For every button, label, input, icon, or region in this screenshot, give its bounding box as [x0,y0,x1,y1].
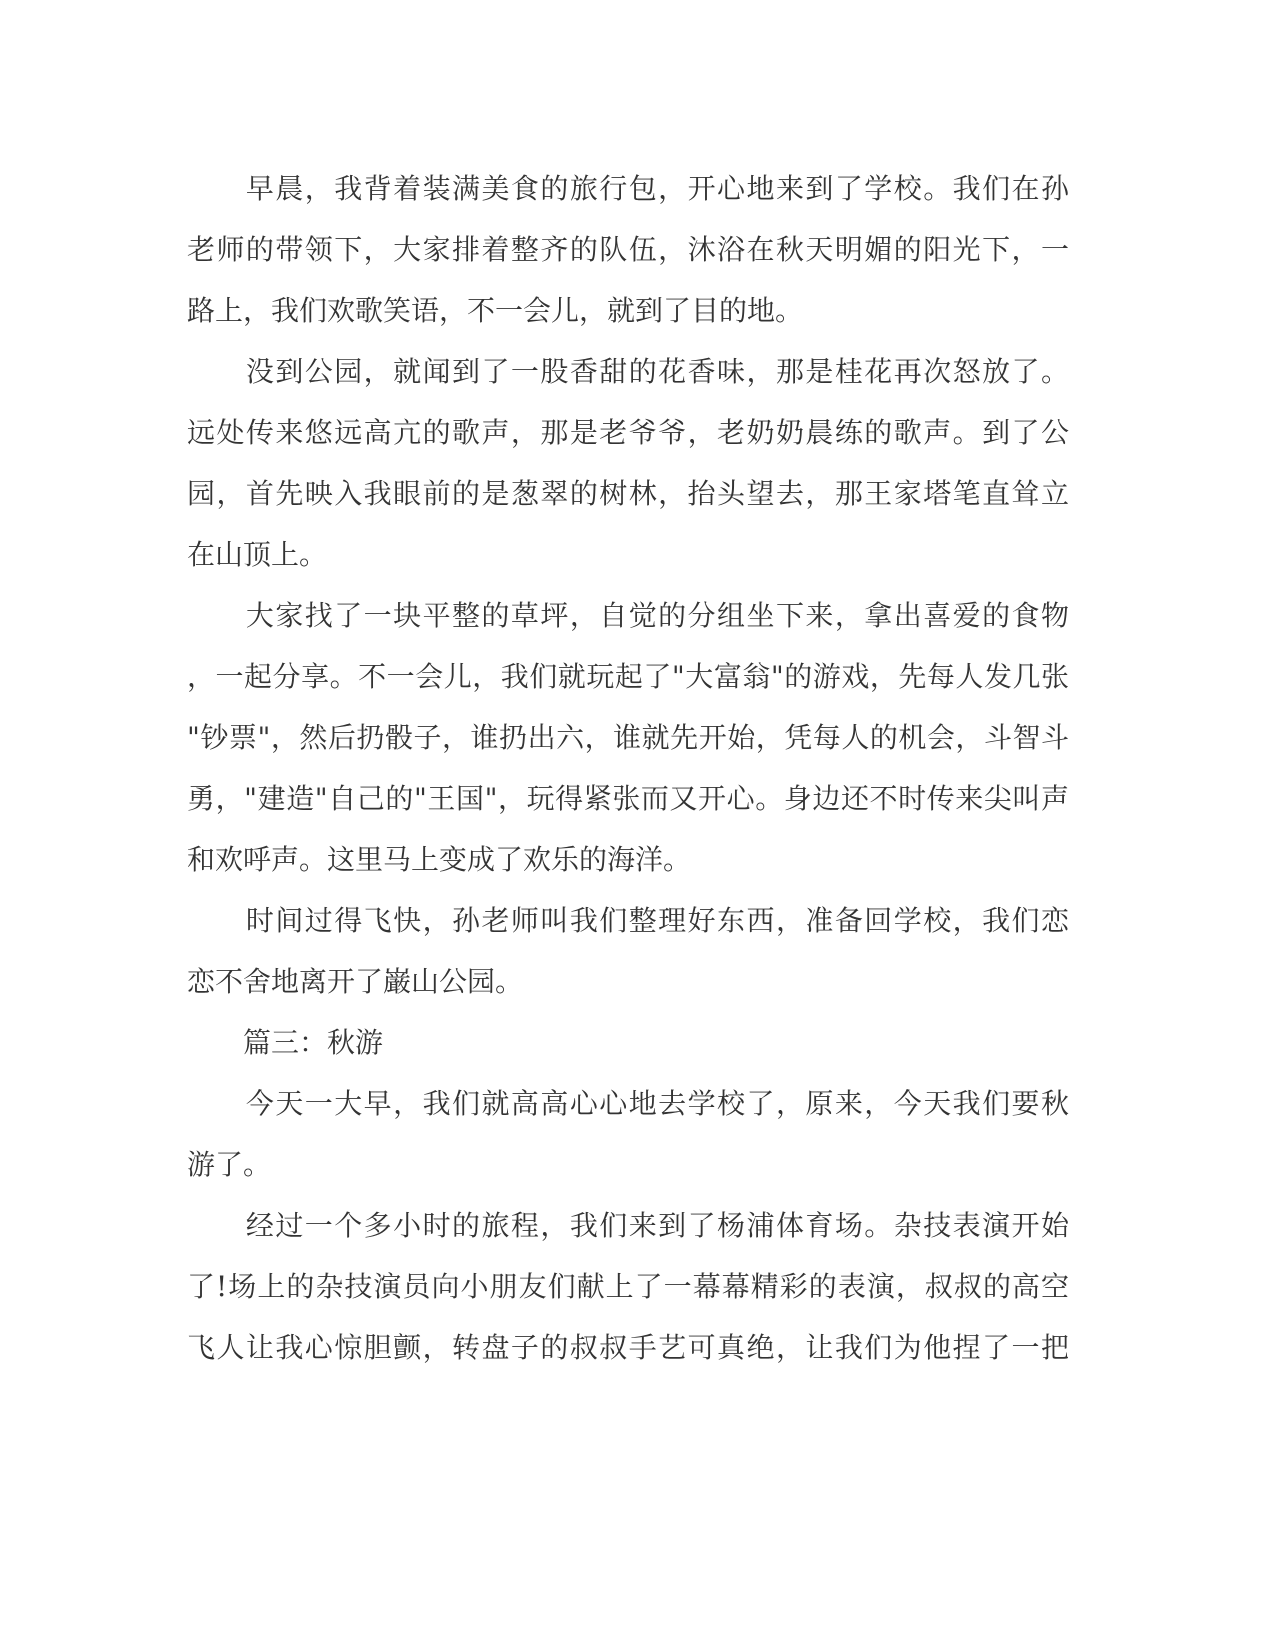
document-body [187,158,1069,1378]
text-line: ，一起分享。不一会儿，我们就玩起了"大富翁"的游戏，先每人发几张 [187,660,1069,693]
text-line: 飞人让我心惊胆颤，转盘子的叔叔手艺可真绝，让我们为他捏了一把 [187,1331,1069,1364]
text-line: 了!场上的杂技演员向小朋友们献上了一幕幕精彩的表演，叔叔的高空 [187,1270,1069,1303]
text-line: 远处传来悠远高亢的歌声，那是老爷爷，老奶奶晨练的歌声。到了公 [187,416,1069,449]
text-line: 园，首先映入我眼前的是葱翠的树林，抬头望去，那王家塔笔直耸立 [187,477,1069,510]
text-line: 路上，我们欢歌笑语，不一会儿，就到了目的地。 [187,294,804,327]
text-line: 老师的带领下，大家排着整齐的队伍，沐浴在秋天明媚的阳光下，一 [187,233,1069,266]
text-line: 早晨，我背着装满美食的旅行包，开心地来到了学校。我们在孙 [187,172,1069,205]
text-line: 恋不舍地离开了巌山公园。 [187,965,524,998]
text-line: "钞票"，然后扔骰子，谁扔出六，谁就先开始，凭每人的机会，斗智斗 [187,721,1069,754]
text-line: 大家找了一块平整的草坪，自觉的分组坐下来，拿出喜爱的食物 [187,599,1069,632]
text-line: 时间过得飞快，孙老师叫我们整理好东西，准备回学校，我们恋 [187,904,1069,937]
text-line: 勇，"建造"自己的"王国"，玩得紧张而又开心。身边还不时传来尖叫声 [187,782,1069,815]
text-line: 今天一大早，我们就高高心心地去学校了，原来，今天我们要秋 [187,1087,1069,1120]
text-line: 在山顶上。 [187,538,328,571]
text-line: 和欢呼声。这里马上变成了欢乐的海洋。 [187,843,692,876]
text-line: 经过一个多小时的旅程，我们来到了杨浦体育场。杂技表演开始 [187,1209,1069,1242]
section-heading: 篇三：秋游 [187,1026,384,1059]
text-line: 没到公园，就闻到了一股香甜的花香味，那是桂花再次怒放了。 [187,355,1069,388]
text-line: 游了。 [187,1148,272,1181]
